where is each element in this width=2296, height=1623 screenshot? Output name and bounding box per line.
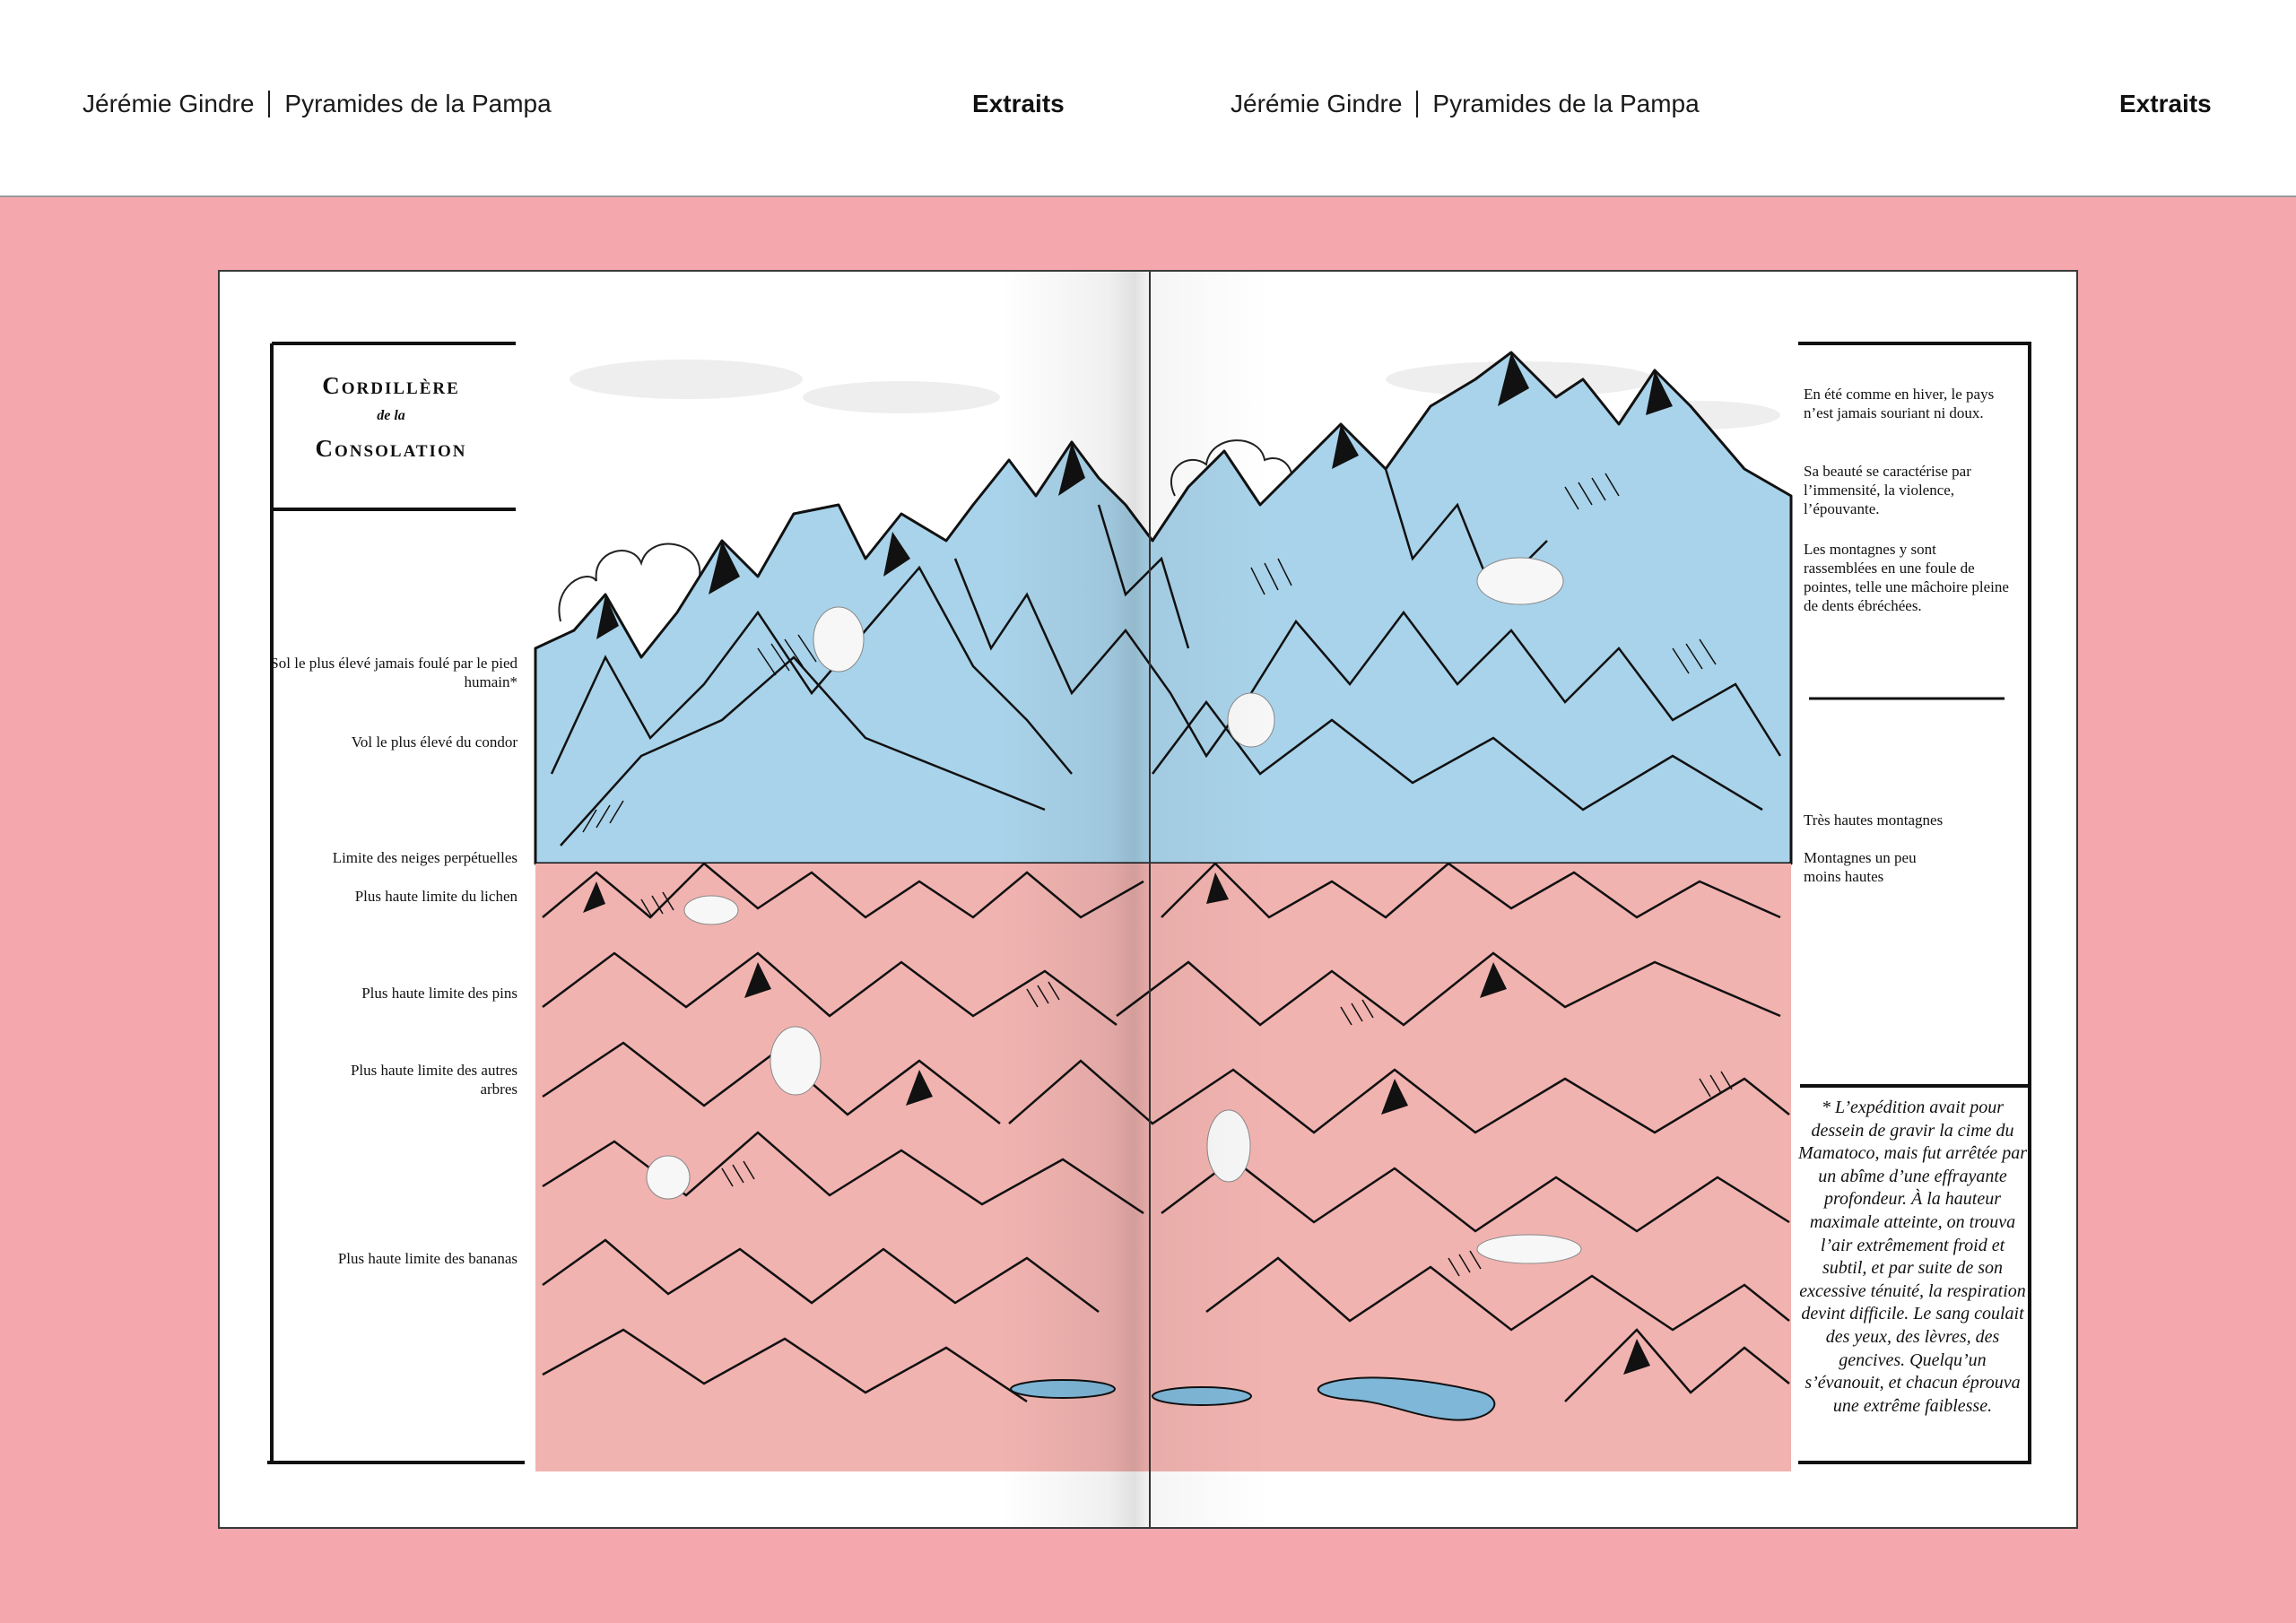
text-paragraph-2: Sa beauté se caractérise par l’immensité, la violence, l’épouvante.	[1804, 463, 1971, 517]
header-divider	[1416, 91, 1418, 117]
label-snow-line: Limite des neiges perpétuelles	[332, 849, 517, 866]
top-header-bar	[0, 0, 2296, 197]
label-banana-limit: Plus haute limite des bananas	[337, 1250, 517, 1267]
footnote: * L’expédition avait pour dessein de gravir la cime du Mamatoco, mais fut arrêtée par un abîme d’une effrayante profondeur. À la hauteur maximale atteinte, on trouva l’air extrêmement froid et subtil, et par suite de son excessive ténuité, la respiration devint difficile. Le sang coulait des yeux, des lèvres, des gencives. Quelqu’un s’évanouit, et chacun éprouva une extrême faiblesse.	[1798, 1098, 2027, 1416]
right-header-credit	[1231, 88, 1700, 120]
text-paragraph-3: Les montagnes y sont rassemblées en une foule de pointes, telle une mâchoire pleine de dents ébréchées.	[1804, 541, 2009, 614]
book-spread	[218, 270, 2078, 1529]
right-author: Jérémie Gindre	[1231, 90, 1403, 117]
label-pine-limit: Plus haute limite des pins	[361, 985, 517, 1002]
left-book-title: Pyramides de la Pampa	[284, 90, 552, 117]
title-line-2: de la	[377, 408, 405, 423]
book-spine	[1149, 272, 1151, 1527]
right-book-title: Pyramides de la Pampa	[1432, 90, 1700, 117]
label-condor-flight: Vol le plus élevé du condor	[351, 733, 517, 751]
right-section-label: Extraits	[2119, 90, 2212, 117]
header-divider	[268, 91, 270, 117]
title-line-1: Cordillère	[322, 372, 460, 399]
left-header-credit	[83, 88, 552, 120]
left-section-label: Extraits	[972, 90, 1065, 117]
text-paragraph-1: En été comme en hiver, le pays n’est jamais souriant ni doux.	[1804, 386, 1995, 421]
left-author: Jérémie Gindre	[83, 90, 255, 117]
legend-lower-mountains: Montagnes un peu moins hautes	[1804, 849, 1917, 885]
label-lichen-limit: Plus haute limite du lichen	[354, 888, 517, 905]
high-mountains-wash	[535, 352, 1791, 864]
legend-high-mountains: Très hautes montagnes	[1804, 812, 1944, 829]
label-highest-ground: Sol le plus élevé jamais foulé par le pied humain*	[270, 655, 517, 690]
map-title	[269, 342, 513, 512]
title-line-3: Consolation	[315, 435, 467, 462]
label-tree-limit: Plus haute limite des autres arbres	[350, 1062, 517, 1098]
low-mountains-wash	[535, 864, 1791, 1471]
